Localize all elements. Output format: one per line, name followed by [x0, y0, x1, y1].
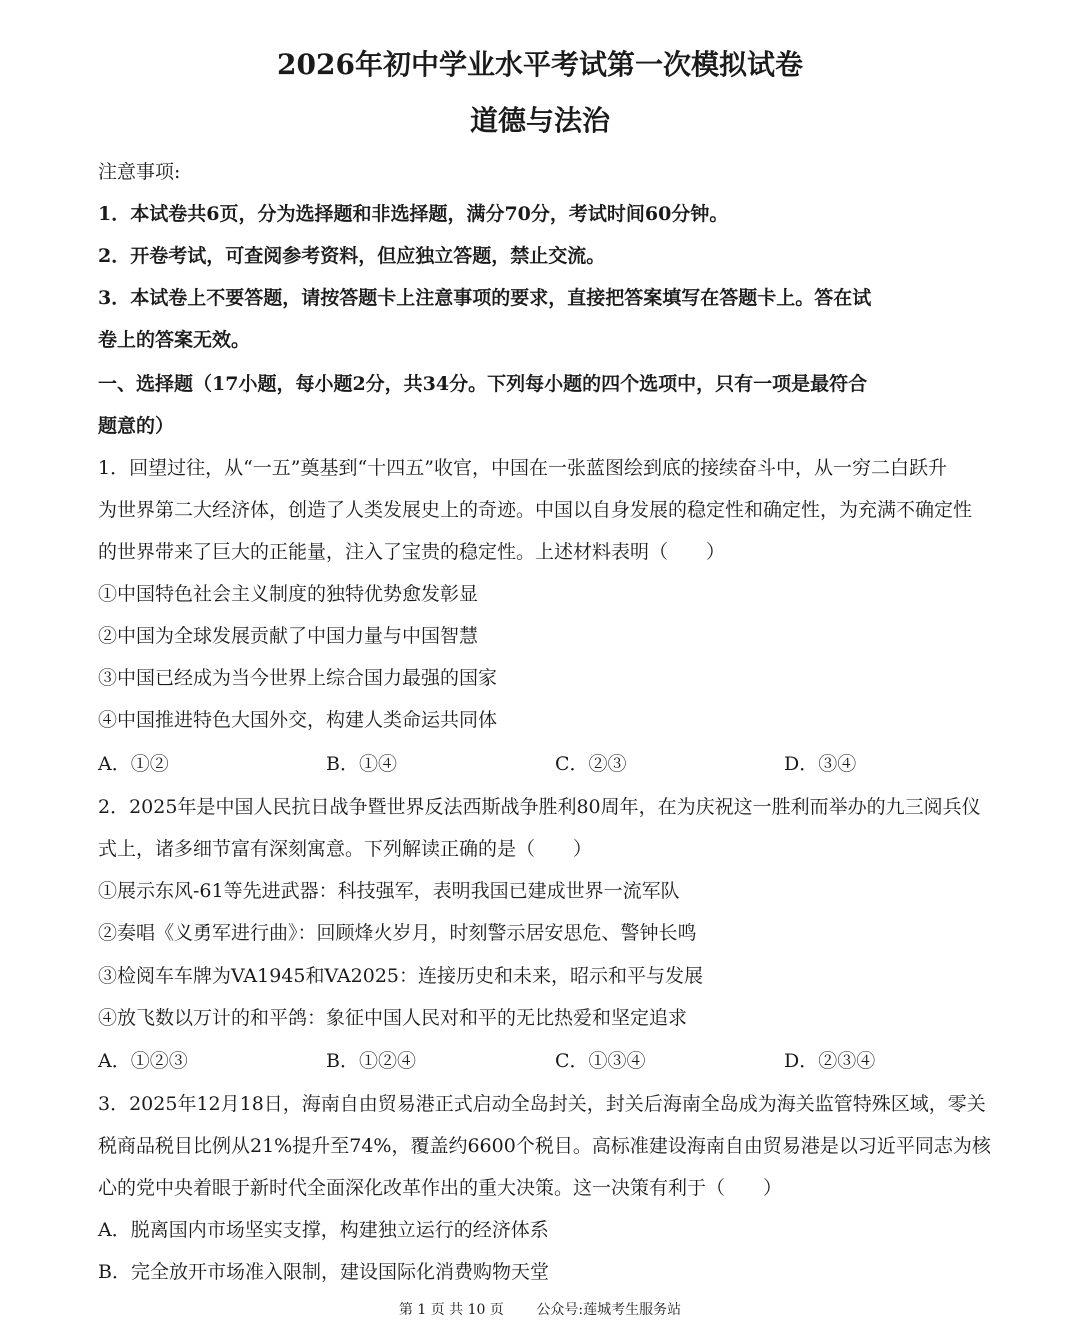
q3-option-a: A．脱离国内市场坚实支撑，构建独立运行的经济体系 — [98, 1219, 549, 1241]
q1-stem: 为世界第二大经济体，创造了人类发展史上的奇迹。中国以自身发展的稳定性和确定性，为充满不确定性 — [98, 499, 973, 521]
q1-statement: ③中国已经成为当今世界上综合国力最强的国家 — [98, 667, 498, 689]
q2-stem: 2．2025年是中国人民抗日战争暨世界反法西斯战争胜利80周年，在为庆祝这一胜利而举办的九三阅兵仪 — [98, 796, 981, 818]
q1-option-a: A．①② — [98, 753, 169, 775]
q2-stem: 式上，诸多细节富有深刻寓意。下列解读正确的是（ ） — [98, 838, 593, 860]
q2-option-d: D．②③④ — [784, 1050, 876, 1072]
note-item: 1．本试卷共6页，分为选择题和非选择题，满分70分，考试时间60分钟。 — [98, 203, 729, 225]
q1-option-c: C．②③ — [555, 753, 627, 775]
q2-option-c: C．①③④ — [555, 1050, 646, 1072]
q3-stem: 税商品税目比例从21%提升至74%，覆盖约6600个税目。高标准建设海南自由贸易港是以习近平同志为核 — [98, 1135, 991, 1157]
exam-title: 2026年初中学业水平考试第一次模拟试卷 — [277, 48, 803, 81]
q2-statement: ①展示东风-61等先进武器：科技强军，表明我国已建成世界一流军队 — [98, 880, 680, 902]
section-heading: 一、选择题（17小题，每小题2分，共34分。下列每小题的四个选项中，只有一项是最符合 — [98, 373, 868, 395]
q2-option-a: A．①②③ — [98, 1050, 188, 1072]
q2-statement: ②奏唱《义勇军进行曲》：回顾烽火岁月，时刻警示居安思危、警钟长鸣 — [98, 922, 697, 944]
q1-statement: ①中国特色社会主义制度的独特优势愈发彰显 — [98, 583, 479, 605]
q3-stem: 心的党中央着眼于新时代全面深化改革作出的重大决策。这一决策有利于（ ） — [98, 1177, 783, 1199]
note-item: 2．开卷考试，可查阅参考资料，但应独立答题，禁止交流。 — [98, 245, 606, 267]
q2-option-b: B．①②④ — [326, 1050, 416, 1072]
q1-statement: ②中国为全球发展贡献了中国力量与中国智慧 — [98, 625, 479, 647]
q1-stem: 1．回望过往，从“一五”奠基到“十四五”收官，中国在一张蓝图绘到底的接续奋斗中，从一穷二白跃升 — [98, 457, 947, 479]
note-item: 卷上的答案无效。 — [98, 329, 251, 351]
page-footer — [0, 1300, 1080, 1320]
q2-statement: ④放飞数以万计的和平鸽：象征中国人民对和平的无比热爱和坚定追求 — [98, 1007, 688, 1029]
notes-heading: 注意事项: — [98, 161, 181, 183]
subject-title: 道德与法治 — [469, 104, 610, 137]
q1-stem: 的世界带来了巨大的正能量，注入了宝贵的稳定性。上述材料表明（ ） — [98, 541, 726, 563]
q1-option-d: D．③④ — [784, 753, 857, 775]
q3-stem: 3．2025年12月18日，海南自由贸易港正式启动全岛封关，封关后海南全岛成为海关监管特殊区域，零关 — [98, 1093, 986, 1115]
q2-statement: ③检阅车车牌为VA1945和VA2025：连接历史和未来，昭示和平与发展 — [98, 965, 704, 987]
account-name: 公众号:莲城考生服务站 — [536, 1302, 682, 1318]
q1-option-b: B．①④ — [326, 753, 397, 775]
q3-option-b: B．完全放开市场准入限制，建设国际化消费购物天堂 — [98, 1261, 549, 1283]
page-number: 第 1 页 共 10 页 — [398, 1302, 504, 1318]
q1-statement: ④中国推进特色大国外交，构建人类命运共同体 — [98, 709, 498, 731]
note-item: 3．本试卷上不要答题，请按答题卡上注意事项的要求，直接把答案填写在答题卡上。答在试 — [98, 287, 872, 309]
section-heading-cont: 题意的） — [98, 415, 175, 437]
